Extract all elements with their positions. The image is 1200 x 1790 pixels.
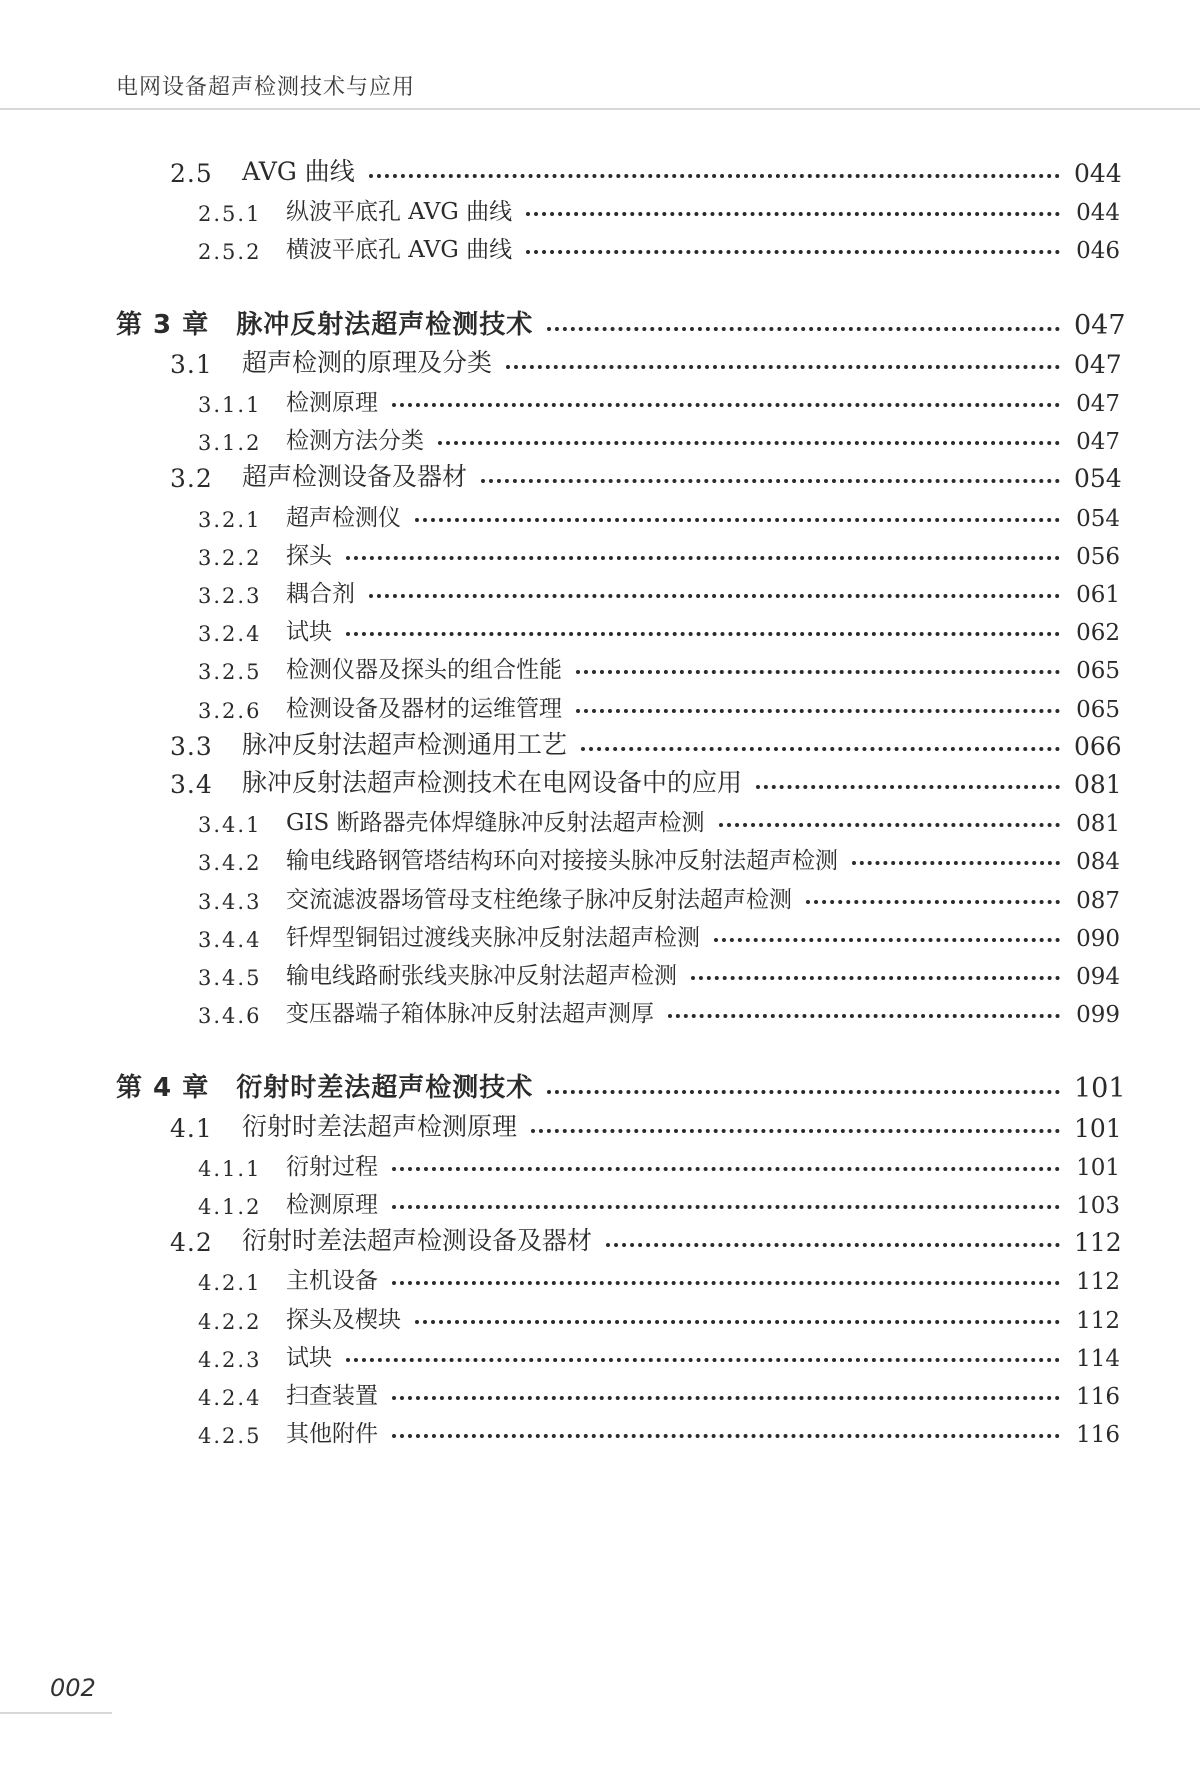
toc-entry-number: 4.2.2 <box>198 1310 262 1334</box>
toc-subsection-entry[interactable] <box>0 606 1200 646</box>
dot-leader <box>852 861 1060 865</box>
toc-entry-title: 输电线路钢管塔结构环向对接接头脉冲反射法超声检测 <box>286 848 838 874</box>
dot-leader <box>581 747 1060 751</box>
toc-entry-title: 钎焊型铜铝过渡线夹脉冲反射法超声检测 <box>286 925 700 951</box>
toc-entry-number: 3.2.6 <box>198 699 262 723</box>
toc-entry-title: 超声检测设备及器材 <box>242 462 468 491</box>
toc-subsection-entry[interactable] <box>0 1255 1200 1295</box>
toc-entry-number: 3.2.4 <box>198 622 262 646</box>
toc-subsection-entry[interactable] <box>0 1179 1200 1219</box>
toc-entry-page: 112 <box>1074 1228 1122 1257</box>
toc-entry-page: 116 <box>1076 1422 1120 1448</box>
toc-entry-number: 4.2.1 <box>198 1271 262 1295</box>
toc-entry-number: 3.4.1 <box>198 813 262 837</box>
toc-entry-title: 交流滤波器场管母支柱绝缘子脉冲反射法超声检测 <box>286 887 792 913</box>
dot-leader <box>531 1129 1060 1133</box>
toc-entry-page: 101 <box>1076 1155 1120 1181</box>
dot-leader <box>369 174 1060 178</box>
toc-entry-page: 047 <box>1074 350 1122 379</box>
toc-subsection-entry[interactable] <box>0 988 1200 1028</box>
toc-entry-title: AVG 曲线 <box>242 157 355 186</box>
toc-entry-number: 3.2.3 <box>198 584 262 608</box>
toc-entry-page: 054 <box>1074 464 1122 493</box>
toc-entry-title: 输电线路耐张线夹脉冲反射法超声检测 <box>286 963 677 989</box>
toc-entry-page: 099 <box>1076 1002 1120 1028</box>
dot-leader <box>415 518 1060 522</box>
toc-entry-page: 044 <box>1076 200 1120 226</box>
toc-section-entry[interactable] <box>0 1103 1200 1143</box>
toc-entry-page: 101 <box>1074 1114 1122 1143</box>
running-header <box>0 0 1200 110</box>
toc-subsection-entry[interactable] <box>0 492 1200 532</box>
toc-entry-page: 044 <box>1074 159 1122 188</box>
toc-subsection-entry[interactable] <box>0 224 1200 264</box>
toc-entry-page: 054 <box>1076 506 1120 532</box>
toc-entry-title: 第 3 章 脉冲反射法超声检测技术 <box>116 310 534 340</box>
toc-entry-number: 2.5 <box>170 159 213 188</box>
toc-entry-title: 脉冲反射法超声检测技术在电网设备中的应用 <box>242 768 743 797</box>
dot-leader <box>481 479 1060 483</box>
toc-entry-title: 探头 <box>286 543 332 569</box>
toc-section-entry[interactable] <box>0 339 1200 379</box>
toc-subsection-entry[interactable] <box>0 912 1200 952</box>
toc-entry-number: 3.4.4 <box>198 928 262 952</box>
toc-entry-number: 4.2.5 <box>198 1424 262 1448</box>
page-number: 002 <box>50 1674 96 1702</box>
toc-section-entry[interactable] <box>0 148 1200 188</box>
toc-entry-number: 3.2 <box>170 464 213 493</box>
toc-entry-number: 3.4 <box>170 770 213 799</box>
toc-entry-title: 扫查装置 <box>286 1383 378 1409</box>
toc-entry-page: 101 <box>1074 1073 1126 1104</box>
toc-entry-title: 超声检测的原理及分类 <box>242 348 493 377</box>
toc-entry-title: 超声检测仪 <box>286 505 401 531</box>
toc-entry-number: 3.1.1 <box>198 393 262 417</box>
toc-entry-title: 变压器端子箱体脉冲反射法超声测厚 <box>286 1001 654 1027</box>
toc-entry-title: 衍射过程 <box>286 1154 378 1180</box>
toc-entry-page: 112 <box>1076 1269 1120 1295</box>
toc-entry-page: 112 <box>1076 1308 1120 1334</box>
toc-entry-title: 检测方法分类 <box>286 428 424 454</box>
toc-entry-page: 065 <box>1076 658 1120 684</box>
toc-entry-page: 062 <box>1076 620 1120 646</box>
toc-entry-page: 047 <box>1076 429 1120 455</box>
dot-leader <box>392 1396 1060 1400</box>
dot-leader <box>547 1090 1060 1094</box>
dot-leader <box>576 670 1060 674</box>
dot-leader <box>576 709 1060 713</box>
dot-leader <box>392 1167 1060 1171</box>
toc-entry-number: 3.4.3 <box>198 890 262 914</box>
toc-section-entry[interactable] <box>0 759 1200 799</box>
dot-leader <box>691 976 1060 980</box>
toc-entry-number: 4.1.1 <box>198 1157 262 1181</box>
toc-subsection-entry[interactable] <box>0 377 1200 417</box>
toc-entry-title: 衍射时差法超声检测原理 <box>242 1112 518 1141</box>
toc-chapter-entry[interactable] <box>0 301 1200 341</box>
toc-entry-page: 047 <box>1074 310 1126 341</box>
toc-entry-page: 114 <box>1076 1346 1120 1372</box>
dot-leader <box>392 1281 1060 1285</box>
toc-entry-title: 脉冲反射法超声检测通用工艺 <box>242 730 568 759</box>
dot-leader <box>369 594 1060 598</box>
toc-entry-number: 3.4.5 <box>198 966 262 990</box>
toc-subsection-entry[interactable] <box>0 530 1200 570</box>
toc-entry-page: 081 <box>1074 770 1122 799</box>
dot-leader <box>526 250 1060 254</box>
toc-entry-page: 047 <box>1076 391 1120 417</box>
dot-leader <box>806 900 1060 904</box>
toc-subsection-entry[interactable] <box>0 1294 1200 1334</box>
toc-subsection-entry[interactable] <box>0 797 1200 837</box>
toc-entry-title: 检测仪器及探头的组合性能 <box>286 657 562 683</box>
dot-leader <box>438 441 1060 445</box>
toc-entry-number: 3.1 <box>170 350 213 379</box>
toc-chapter-entry[interactable] <box>0 1064 1200 1104</box>
toc-entry-title: 横波平底孔 AVG 曲线 <box>286 237 513 263</box>
toc-entry-page: 084 <box>1076 849 1120 875</box>
dot-leader <box>719 823 1060 827</box>
toc-entry-title: 探头及楔块 <box>286 1307 401 1333</box>
toc-entry-page: 094 <box>1076 964 1120 990</box>
toc-entry-page: 066 <box>1074 732 1122 761</box>
toc-subsection-entry[interactable] <box>0 1370 1200 1410</box>
dot-leader <box>346 632 1060 636</box>
toc-entry-page: 090 <box>1076 926 1120 952</box>
toc-entry-page: 061 <box>1076 582 1120 608</box>
toc-subsection-entry[interactable] <box>0 1141 1200 1181</box>
toc-subsection-entry[interactable] <box>0 186 1200 226</box>
dot-leader <box>526 212 1060 216</box>
dot-leader <box>392 1205 1060 1209</box>
toc-entry-title: 检测原理 <box>286 390 378 416</box>
toc-entry-title: 第 4 章 衍射时差法超声检测技术 <box>116 1073 534 1103</box>
toc-entry-number: 3.4.6 <box>198 1004 262 1028</box>
toc-entry-title: GIS 断路器壳体焊缝脉冲反射法超声检测 <box>286 810 705 836</box>
toc-entry-title: 检测设备及器材的运维管理 <box>286 696 562 722</box>
toc-subsection-entry[interactable] <box>0 1332 1200 1372</box>
toc-subsection-entry[interactable] <box>0 683 1200 723</box>
toc-entry-number: 4.2 <box>170 1228 213 1257</box>
toc-entry-title: 纵波平底孔 AVG 曲线 <box>286 199 513 225</box>
toc-entry-title: 检测原理 <box>286 1192 378 1218</box>
toc-entry-number: 4.2.3 <box>198 1348 262 1372</box>
toc-subsection-entry[interactable] <box>0 835 1200 875</box>
page-footer <box>0 1662 112 1714</box>
toc-entry-number: 4.1.2 <box>198 1195 262 1219</box>
toc-entry-page: 103 <box>1076 1193 1120 1219</box>
toc-entry-number: 3.2.1 <box>198 508 262 532</box>
dot-leader <box>392 403 1060 407</box>
toc-entry-number: 4.2.4 <box>198 1386 262 1410</box>
toc-entry-number: 3.3 <box>170 732 213 761</box>
dot-leader <box>506 365 1060 369</box>
toc-entry-title: 耦合剂 <box>286 581 355 607</box>
dot-leader <box>346 1358 1060 1362</box>
toc-entry-number: 4.1 <box>170 1114 213 1143</box>
toc-subsection-entry[interactable] <box>0 950 1200 990</box>
toc-section-entry[interactable] <box>0 453 1200 493</box>
toc-entry-number: 3.1.2 <box>198 431 262 455</box>
dot-leader <box>714 938 1060 942</box>
toc-entry-page: 087 <box>1076 888 1120 914</box>
toc-entry-number: 3.4.2 <box>198 851 262 875</box>
dot-leader <box>415 1320 1060 1324</box>
dot-leader <box>668 1014 1060 1018</box>
toc-subsection-entry[interactable] <box>0 1408 1200 1448</box>
dot-leader <box>547 327 1060 331</box>
toc-entry-number: 3.2.5 <box>198 660 262 684</box>
toc-subsection-entry[interactable] <box>0 874 1200 914</box>
dot-leader <box>756 785 1060 789</box>
toc-entry-number: 2.5.1 <box>198 202 262 226</box>
toc-entry-page: 065 <box>1076 697 1120 723</box>
toc-entry-number: 2.5.2 <box>198 240 262 264</box>
book-title: 电网设备超声检测技术与应用 <box>116 75 416 100</box>
dot-leader <box>346 556 1060 560</box>
toc-entry-number: 3.2.2 <box>198 546 262 570</box>
dot-leader <box>606 1243 1060 1247</box>
toc-entry-title: 试块 <box>286 1345 332 1371</box>
toc-entry-page: 056 <box>1076 544 1120 570</box>
toc-entry-page: 046 <box>1076 238 1120 264</box>
toc-entry-title: 其他附件 <box>286 1421 378 1447</box>
toc-subsection-entry[interactable] <box>0 568 1200 608</box>
toc-entry-title: 主机设备 <box>286 1268 378 1294</box>
toc-entry-title: 试块 <box>286 619 332 645</box>
toc-section-entry[interactable] <box>0 1217 1200 1257</box>
toc-section-entry[interactable] <box>0 721 1200 761</box>
dot-leader <box>392 1434 1060 1438</box>
toc-subsection-entry[interactable] <box>0 644 1200 684</box>
toc-entry-page: 116 <box>1076 1384 1120 1410</box>
toc-entry-title: 衍射时差法超声检测设备及器材 <box>242 1226 593 1255</box>
toc-subsection-entry[interactable] <box>0 415 1200 455</box>
toc-entry-page: 081 <box>1076 811 1120 837</box>
